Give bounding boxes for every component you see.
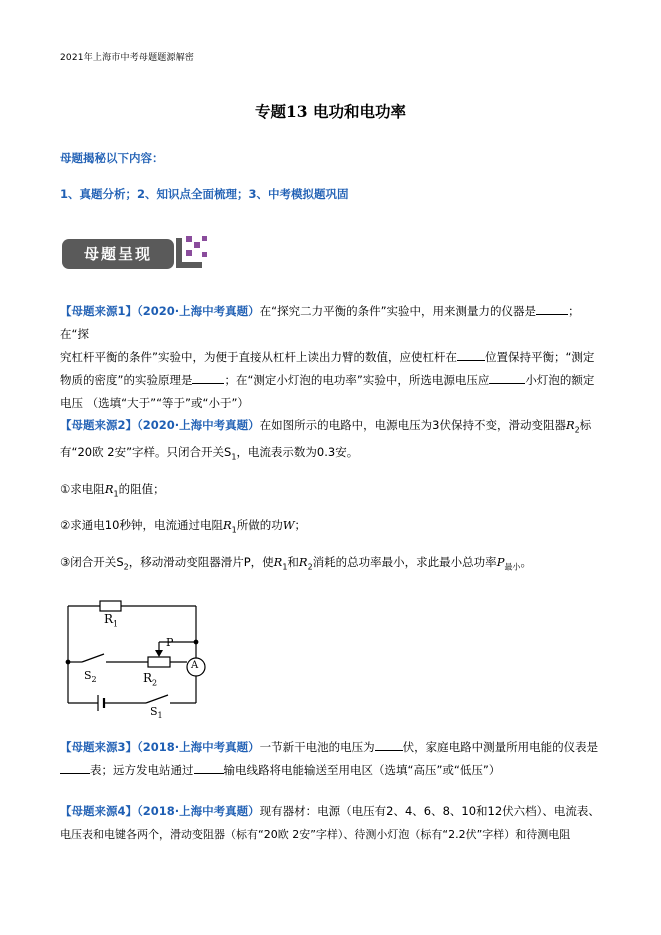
q1-line-2 [60,346,605,369]
q2-sub2-text: ②求通电10秒钟，电流通过电阻 [60,518,223,532]
q1-text-2b: 位置保持平衡；“测定 [484,350,595,364]
subscript: 1 [113,489,119,499]
q1-text-3c: 小灯泡的额定 [525,373,595,387]
var-s: S [224,445,232,460]
q1-text-2a: 究杠杆平衡的条件”实验中，为便于直接从杠杆上读出力臂的数值，应使杠杆在 [60,350,457,364]
subscript: 1 [231,452,237,462]
q2-subquestion-3 [60,551,605,578]
section-badge [62,232,212,272]
q3-line-2 [60,759,605,782]
page-title: 专题13 电功和电功率 [255,102,406,121]
q4-origin: （2018·上海中考真题） [137,804,260,818]
q3-origin: （2018·上海中考真题） [137,740,260,754]
label-s1: $S_1$ [150,705,163,721]
intro-items: 1、真题分析；2、知识点全面梳理；3、中考模拟题巩固 [60,187,349,201]
badge-decor-icon [172,232,212,272]
q3-line-1 [60,736,605,759]
q1-origin: （2020·上海中考真题） [137,304,260,318]
q2-sub1-text: ①求电阻 [60,482,105,496]
var-s: S [116,555,124,569]
q3-text-2a: 表；远方发电站通过 [90,763,194,777]
subscript: 2 [574,425,580,435]
q2-line-1 [60,414,605,441]
q3-text-1b: 伏，家庭电路中测量所用电能的仪表是 [402,740,599,754]
q1-text-1b: ；在“探 [60,304,580,341]
q2-sub3-text-b: ，移动滑动变阻器滑片P，使 [128,555,274,569]
intro-heading: 母题揭秘以下内容： [60,151,164,165]
label-r2: $R_2$ [143,671,158,688]
q3-source: 【母题来源3】 [60,740,138,754]
q1-line-4: 电压 （选填“大于”“等于”或“小于”） [60,396,249,410]
q2-sub3-and: 和 [287,555,299,569]
label-r1: $R_1$ [104,612,119,629]
circuit-wires [60,592,220,722]
circuit-diagram [60,592,220,722]
var-r: R [565,418,575,432]
answer-blank [375,738,403,751]
q4-line-1 [60,800,605,823]
var-r: R [222,518,232,532]
q2-text-1a: 在如图所示的电路中，电源电压为3伏保持不变，滑动变阻器 [259,418,566,432]
answer-blank [192,371,224,384]
q1-source: 【母题来源1】 [60,304,138,318]
q2-text-2a: 有“20欧 2安”字样。只闭合开关 [60,445,225,460]
question-1 [60,300,605,415]
q4-text-1: 现有器材：电源（电压有2、4、6、8、10和12伏六档）、电流表、 [259,804,600,818]
header-note: 2021年上海市中考母题题源解密 [60,53,195,63]
q2-sub3-period: 。 [520,555,532,569]
q4-source: 【母题来源4】 [60,804,138,818]
answer-blank [489,371,525,384]
q4-line-2: 电压表和电键各两个，滑动变阻器（标有“20欧 2安”字样）、待测小灯泡（标有“2.2伏”字样）和待测电阻 [60,828,571,841]
q2-sub1-text-b: 的阻值； [118,482,165,496]
q1-line-3 [60,369,605,392]
q2-text-1b: 标 [579,418,592,432]
q1-line-1 [60,300,605,346]
label-s2: $S_2$ [84,669,97,685]
q1-text-1: 在“探究二力平衡的条件”实验中，用来测量力的仪器是 [259,304,537,318]
ammeter-icon: A [191,660,199,671]
label-p: P [166,636,174,649]
answer-blank [60,761,90,774]
q2-sub2-text-c: ； [294,518,307,532]
q2-source: 【母题来源2】 [60,418,138,432]
q2-origin: （2020·上海中考真题） [137,418,260,432]
var-r: R [273,555,283,569]
var-r: R [104,482,114,496]
subscript-min: 最小 [504,562,521,572]
var-p: P [496,555,505,569]
q2-sub2-text-b: 所做的功 [236,518,283,532]
badge-label: 母题呈现 [62,239,174,269]
var-r: R [298,555,308,569]
subscript: 2 [123,562,129,572]
q2-sub3-text-c: 消耗的总功率最小，求此最小总功率 [312,555,497,569]
q2-text-2b: ，电流表示数为0.3安。 [236,445,359,460]
q3-text-1a: 一节新干电池的电压为 [259,740,375,754]
question-3 [60,736,605,782]
q3-text-2b: 输电线路将电能输送至用电区（选填“高压”或“低压”） [223,763,501,777]
q1-text-3b: ；在“测定小灯泡的电功率”实验中，所选电源电压应 [224,373,490,387]
question-4 [60,800,605,846]
q2-sub3-text-a: ③闭合开关 [60,555,117,569]
q1-text-3a: 物质的密度”的实验原理是 [60,373,193,387]
var-w: W [282,518,295,532]
answer-blank [457,348,485,361]
answer-blank [194,761,224,774]
subscript: 1 [282,562,288,572]
subscript: 1 [231,525,237,535]
answer-blank [536,302,568,315]
subscript: 2 [307,562,313,572]
question-2 [60,414,605,469]
q2-subquestion-2 [60,514,605,541]
q2-line-2 [60,441,605,468]
q2-subquestion-1 [60,478,605,505]
